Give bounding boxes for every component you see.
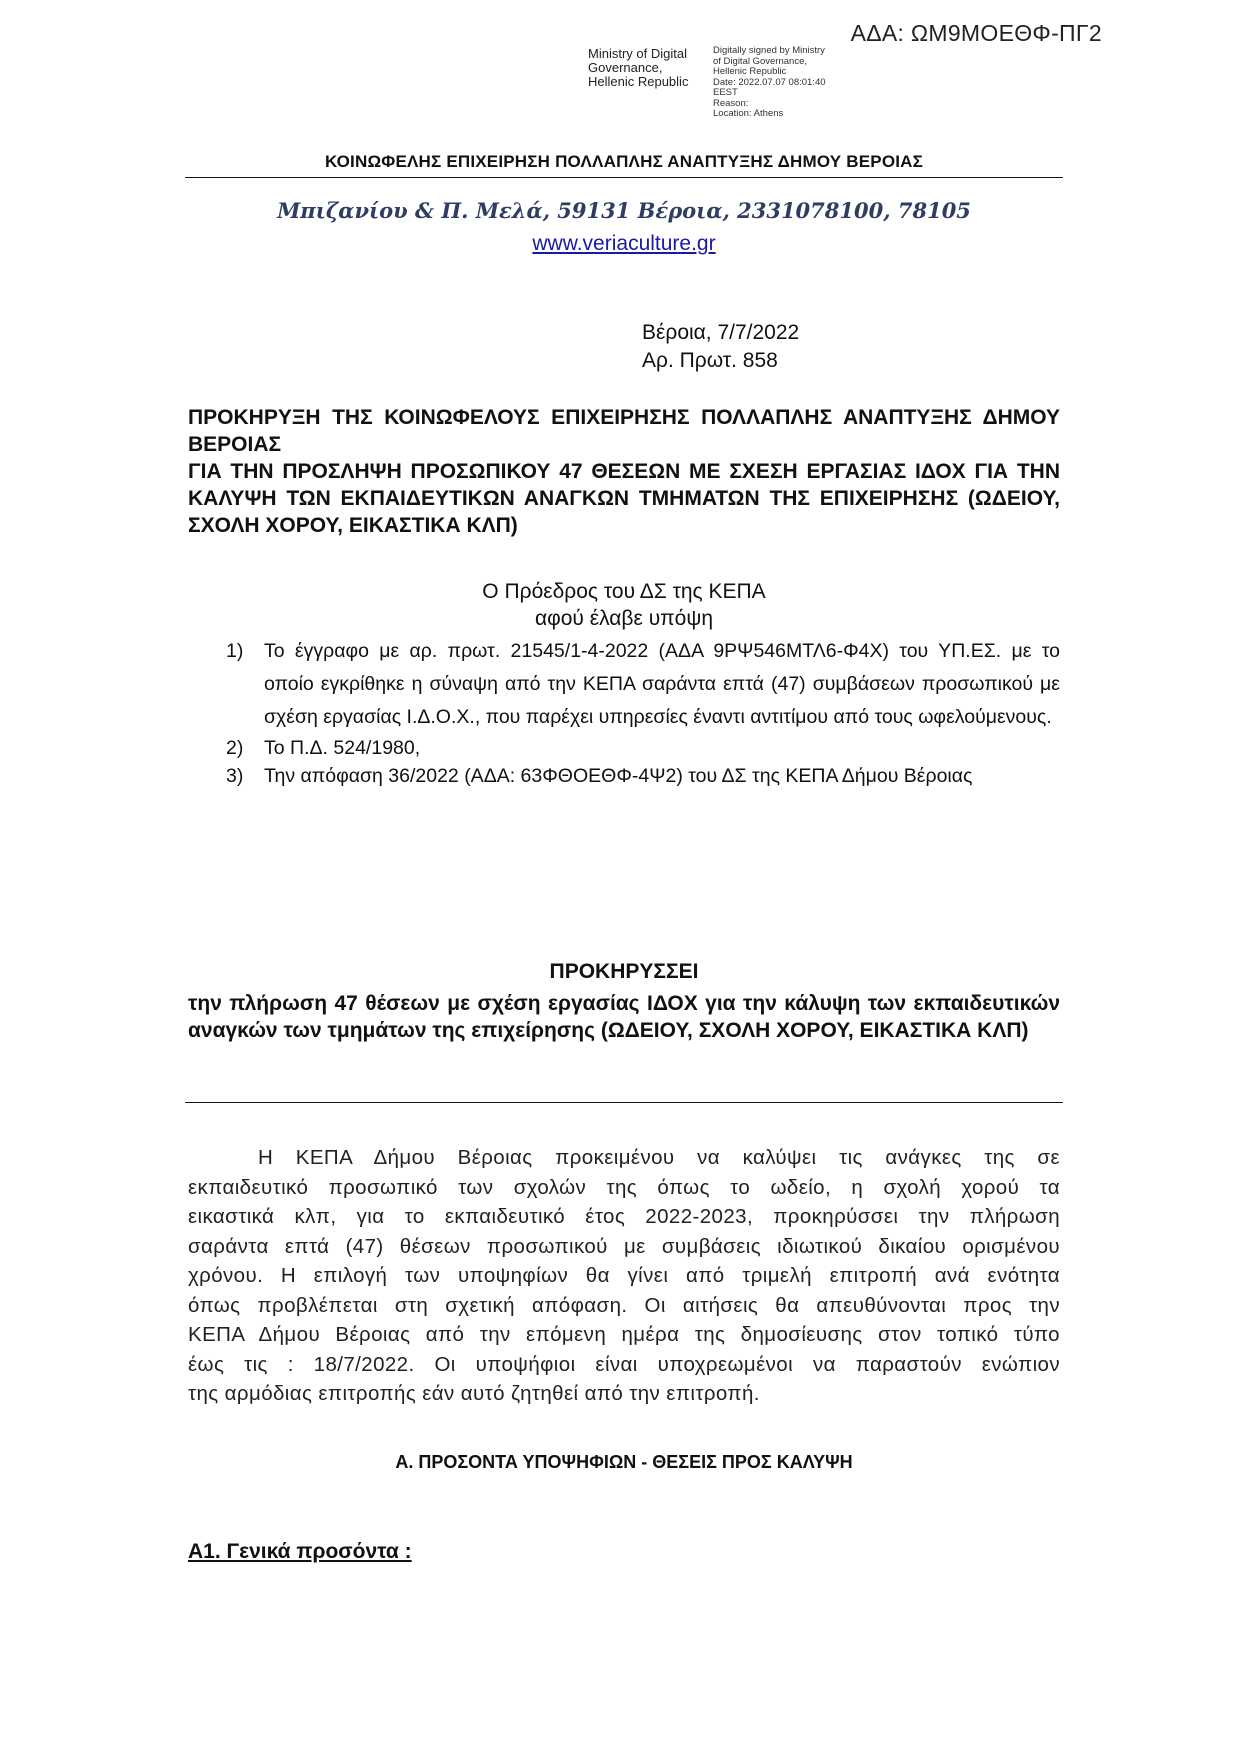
list-item xyxy=(226,635,1060,734)
signature-detail-line: Reason: xyxy=(713,97,749,109)
signature-detail-line: EEST xyxy=(713,87,738,98)
body-line: σαράντα επτά (47) θέσεων προσωπικού με συμβάσεις ιδιωτικού δικαίου ορισμένου xyxy=(188,1234,1060,1258)
list-item-number: 2) xyxy=(226,737,244,759)
signer-line: Hellenic Republic xyxy=(588,74,689,89)
body-line: χρόνου. Η επιλογή των υποψηφίων θα γίνει από τριμελή επιτροπή ανά ενότητα xyxy=(188,1264,1060,1287)
document-title xyxy=(188,404,1060,539)
signature-detail-line: Hellenic Republic xyxy=(713,66,787,77)
proclaims-line: αναγκών των τμημάτων της επιχείρησης (ΩΔΕΙΟΥ, ΣΧΟΛΗ ΧΟΡΟΥ, ΕΙΚΑΣΤΙΚΑ ΚΛΠ) xyxy=(188,1019,1029,1042)
list-item-text: Το Π.Δ. 524/1980, xyxy=(264,737,421,759)
organization-name: ΚΟΙΝΩΦΕΛΗΣ ΕΠΙΧΕΙΡΗΣΗ ΠΟΛΛΑΠΛΗΣ ΑΝΑΠΤΥΞΗΣ ΔΗΜΟΥ ΒΕΡΟΙΑΣ xyxy=(324,152,924,171)
signer-line: Ministry of Digital xyxy=(588,46,687,61)
title-line: ΚΑΛΥΨΗ ΤΩΝ ΕΚΠΑΙΔΕΥΤΙΚΩΝ ΑΝΑΓΚΩΝ ΤΜΗΜΑΤΩΝ ΤΗΣ ΕΠΙΧΕΙΡΗΣΗΣ (ΩΔΕΙΟΥ, xyxy=(188,487,1060,510)
body-paragraph xyxy=(188,1143,1060,1409)
section-divider xyxy=(185,1102,1063,1103)
digital-signature-signer xyxy=(588,47,706,89)
organization-address: Μπιζανίου & Π. Μελά, 59131 Βέροια, 2331078100, 78105 xyxy=(277,198,971,223)
proclaims-line: την πλήρωση 47 θέσεων με σχέση εργασίας ΙΔΟΧ για την κάλυψη των εκπαιδευτικών xyxy=(188,992,1060,1015)
proclaims-heading: ΠΡΟΚΗΡΥΣΣΕΙ xyxy=(549,960,699,983)
title-line: ΓΙΑ ΤΗΝ ΠΡΟΣΛΗΨΗ ΠΡΟΣΩΠΙΚΟΥ 47 ΘΕΣΕΩΝ ΜΕ ΣΧΕΣΗ ΕΡΓΑΣΙΑΣ ΙΔΟΧ ΓΙΑ ΤΗΝ xyxy=(188,460,1060,483)
signature-detail-line: Date: 2022.07.07 08:01:40 xyxy=(713,76,826,88)
date-block xyxy=(642,319,799,375)
body-line: ΚΕΠΑ Δήμου Βέροιας από την επόμενη ημέρα της δημοσίευσης στον τοπικό τύπο xyxy=(188,1323,1060,1346)
signature-detail-line: Location: Athens xyxy=(713,108,784,119)
digital-signature-details xyxy=(713,46,833,120)
place-date: Βέροια, 7/7/2022 xyxy=(642,321,800,344)
website-link[interactable]: www.veriaculture.gr xyxy=(532,232,716,255)
signer-line: Governance, xyxy=(588,60,663,75)
section-a1-heading: Α1. Γενικά προσόντα : xyxy=(188,1540,412,1563)
title-line: ΠΡΟΚΗΡΥΞΗ ΤΗΣ ΚΟΙΝΩΦΕΛΟΥΣ ΕΠΙΧΕΙΡΗΣΗΣ ΠΟΛΛΑΠΛΗΣ ΑΝΑΠΤΥΞΗΣ ΔΗΜΟΥ xyxy=(188,406,1060,429)
list-item-number: 1) xyxy=(226,640,244,662)
body-line: όπως προβλέπεται στη σχετική απόφαση. Οι αιτήσεις θα απευθύνονται προς την xyxy=(188,1293,1060,1317)
signature-detail-line: of Digital Governance, xyxy=(713,55,807,67)
body-line: της αρμόδιας επιτροπής εάν αυτό ζητηθεί από την επιτροπή. xyxy=(188,1382,760,1405)
body-line: έως τις : 18/7/2022. Οι υποψήφιοι είναι υποχρεωμένοι να παραστούν ενώπιον xyxy=(188,1352,1060,1376)
considerations-list xyxy=(226,635,1060,790)
ada-code: ΑΔΑ: ΩΜ9ΜΟΕΘΦ-ΠΓ2 xyxy=(850,20,1102,46)
list-item-number: 3) xyxy=(226,765,244,787)
title-line: ΒΕΡΟΙΑΣ xyxy=(188,433,282,456)
president-line: Ο Πρόεδρος του ΔΣ της ΚΕΠΑ xyxy=(482,580,766,603)
list-item xyxy=(226,762,1060,790)
list-item-text: Την απόφαση 36/2022 (ΑΔΑ: 63ΦΘΟΕΘΦ-4Ψ2) του ΔΣ της ΚΕΠΑ Δήμου Βέροιας xyxy=(264,765,973,787)
proclaims-text xyxy=(188,990,1060,1044)
president-line: αφού έλαβε υπόψη xyxy=(534,607,714,630)
section-a-heading: Α. ΠΡΟΣΟΝΤΑ ΥΠΟΨΗΦΙΩΝ - ΘΕΣΕΙΣ ΠΡΟΣ ΚΑΛΥΨΗ xyxy=(395,1452,853,1472)
signature-detail-line: Digitally signed by Ministry xyxy=(713,45,825,56)
protocol-number: Αρ. Πρωτ. 858 xyxy=(642,349,778,372)
list-item-text: Το έγγραφο με αρ. πρωτ. 21545/1-4-2022 (ΑΔΑ 9ΡΨ546ΜΤΛ6-Φ4Χ) του ΥΠ.ΕΣ. με το οποίο εγκρίθηκε η σύναψη από την ΚΕΠΑ σαράντα επτά (47) συμβάσεων προσωπικού με σχέση εργασίας Ι.Δ.Ο.Χ., που παρέχει υπηρεσίες έναντι αντιτίμου από τους ωφελούμενους. xyxy=(264,640,1060,728)
header-divider xyxy=(185,177,1063,178)
body-line: Η ΚΕΠΑ Δήμου Βέροιας προκειμένου να καλύψει τις ανάγκες της σε xyxy=(258,1146,1060,1169)
body-line: εικαστικά κλπ, για το εκπαιδευτικό έτος 2022-2023, προκηρύσσει την πλήρωση xyxy=(188,1205,1060,1228)
body-line: εκπαιδευτικό προσωπικό των σχολών της όπως το ωδείο, η σχολή χορού τα xyxy=(188,1175,1060,1199)
president-block xyxy=(185,578,1063,632)
list-item xyxy=(226,734,1060,762)
title-line: ΣΧΟΛΗ ΧΟΡΟΥ, ΕΙΚΑΣΤΙΚΑ ΚΛΠ) xyxy=(188,514,518,537)
